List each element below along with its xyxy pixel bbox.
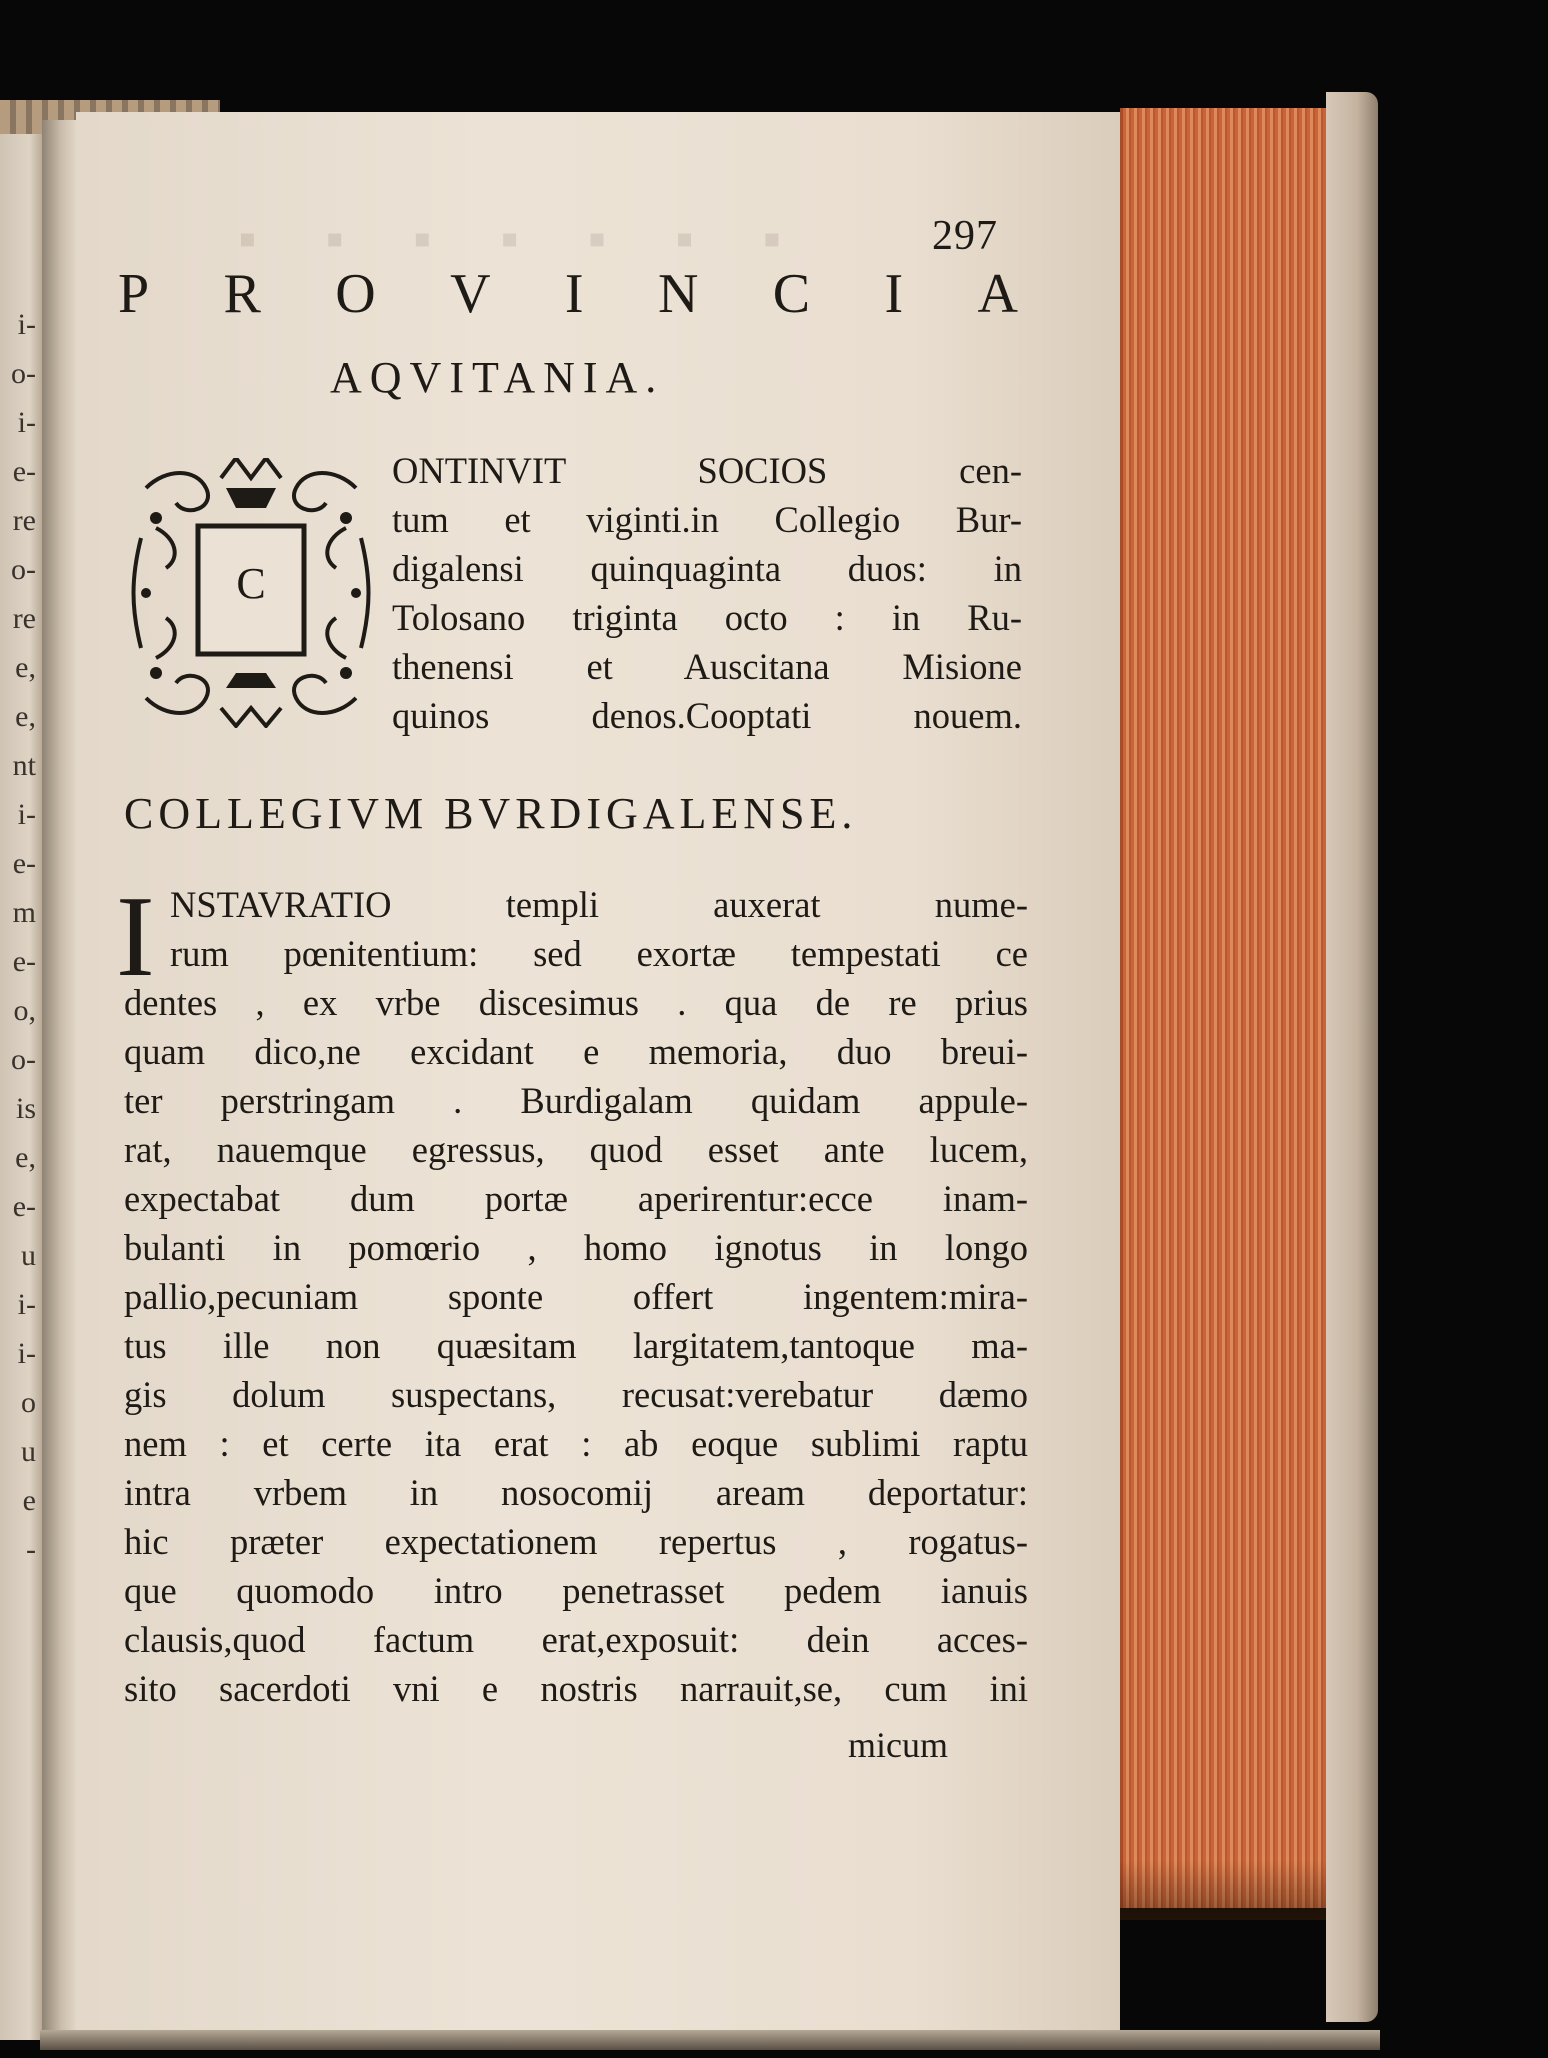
text-line: rat, nauemque egressus, quod esset ante lucem, — [124, 1129, 1028, 1170]
text-line: pallio,pecuniam sponte offert ingentem:mira- — [124, 1276, 1028, 1317]
margin-fragment: e, — [15, 651, 36, 684]
text-line: expectabat dum portæ aperirentur:ecce inam- — [124, 1178, 1028, 1219]
text-line: nem : et certe ita erat : ab eoque sublimi raptu — [124, 1423, 1028, 1464]
text-line: Tolosano triginta octo : in Ru- — [392, 597, 1022, 638]
margin-fragment: i- — [17, 1288, 36, 1321]
text-line: tus ille non quæsitam largitatem,tantoque ma- — [124, 1325, 1028, 1366]
text-line: NSTAVRATIO templi auxerat nume- — [170, 884, 1028, 925]
text-line: ter perstringam . Burdigalam quidam appule- — [124, 1080, 1028, 1121]
text-line: thenensi et Auscitana Misione — [392, 646, 1022, 687]
margin-fragment: o- — [11, 1043, 36, 1076]
text-line: clausis,quod factum erat,exposuit: dein acces- — [124, 1619, 1028, 1660]
margin-fragment: e- — [12, 945, 36, 978]
text-line: digalensi quinquaginta duos: in — [392, 548, 1022, 589]
margin-fragment: - — [26, 1533, 36, 1566]
first-paragraph — [392, 446, 1022, 740]
margin-fragment: i- — [17, 798, 36, 831]
text-line: ONTINVIT SOCIOS cen- — [392, 450, 1022, 491]
margin-fragment: m — [12, 896, 36, 929]
margin-fragment: i- — [17, 406, 36, 439]
title-letter: A — [977, 263, 1018, 325]
text-line: tum et viginti.in Collegio Bur- — [392, 499, 1022, 540]
title-letter: O — [335, 263, 376, 325]
second-paragraph — [124, 880, 1028, 1713]
drop-capital: I — [116, 873, 155, 1001]
page-subtitle: AQVITANIA. — [330, 353, 665, 402]
text-line: sito sacerdoti vni e nostris narrauit,se, cum ini — [124, 1668, 1028, 1709]
title-letter: I — [564, 263, 584, 325]
margin-fragment: o — [21, 1386, 36, 1419]
text-line: quam dico,ne excidant e memoria, duo breui- — [124, 1031, 1028, 1072]
book-cover-edge — [1326, 92, 1378, 2022]
margin-fragment: e- — [12, 455, 36, 488]
text-line: bulanti in pomœrio , homo ignotus in longo — [124, 1227, 1028, 1268]
ornamental-initial — [126, 458, 376, 728]
text-line: quinos denos.Cooptati nouem. — [392, 695, 1022, 736]
margin-fragment: e, — [15, 700, 36, 733]
margin-fragment: u — [21, 1239, 36, 1272]
title-letter: V — [450, 263, 491, 325]
margin-fragment: i- — [17, 1337, 36, 1370]
catchword: micum — [848, 1725, 948, 1765]
text-line: intra vrbem in nosocomij aream deportatur: — [124, 1472, 1028, 1513]
page-edges-shadow — [1120, 1860, 1330, 1920]
margin-fragment: e, — [15, 1141, 36, 1174]
book-bottom-edge — [40, 2030, 1380, 2050]
show-through-texture: ▪ ▪ ▪ ▪ ▪ ▪ ▪ — [210, 211, 782, 268]
title-letter: C — [772, 263, 811, 325]
margin-fragment: e- — [12, 847, 36, 880]
gutter-shadow — [42, 120, 76, 2040]
text-line: que quomodo intro penetrasset pedem ianuis — [124, 1570, 1028, 1611]
text-line: hic præter expectationem repertus , rogatus- — [124, 1521, 1028, 1562]
title-letter: R — [223, 263, 261, 325]
title-letter: N — [657, 263, 699, 325]
margin-fragment: o- — [11, 553, 36, 586]
text-line: dentes , ex vrbe discesimus . qua de re prius — [124, 982, 1028, 1023]
margin-fragment: nt — [12, 749, 36, 782]
margin-fragment: is — [15, 1092, 36, 1125]
section-heading: COLLEGIVM BVRDIGALENSE. — [124, 789, 858, 838]
text-line: gis dolum suspectans, recusat:verebatur dæmo — [124, 1374, 1028, 1415]
margin-fragment: o- — [11, 357, 36, 390]
margin-fragment: u — [21, 1435, 36, 1468]
page-number: 297 — [932, 213, 998, 259]
margin-fragment: re — [12, 602, 36, 635]
margin-fragment: e — [22, 1484, 36, 1517]
initial-letter: C — [236, 559, 266, 608]
margin-fragment: e- — [12, 1190, 36, 1223]
title-letter: P — [118, 263, 150, 325]
page-edges-red — [1120, 108, 1333, 1908]
margin-fragment: o, — [13, 994, 36, 1027]
margin-fragment: re — [12, 504, 36, 537]
previous-page-margin-text — [0, 300, 40, 1574]
title-letter: I — [884, 263, 904, 325]
margin-fragment: i- — [17, 308, 36, 341]
page-title — [118, 262, 1018, 326]
text-line: rum pœnitentium: sed exortæ tempestati ce — [170, 933, 1028, 974]
